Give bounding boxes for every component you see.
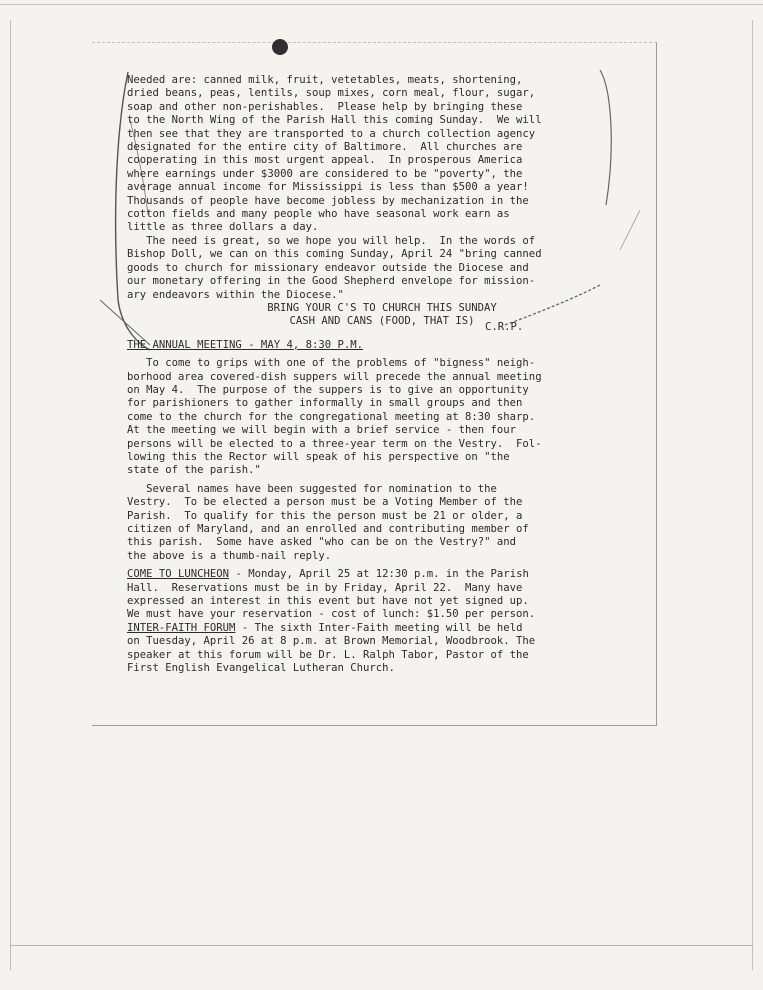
- text-line: little as three dollars a day.: [127, 221, 319, 234]
- text-line: The need is great, so we hope you will help. In the words of: [127, 234, 536, 247]
- text-line: to the North Wing of the Parish Hall this coming Sunday. We will: [127, 114, 542, 127]
- text-line: At the meeting we will begin with a brief service - then four: [127, 424, 517, 437]
- luncheon-line-4: We must have your reservation - cost of lunch: $1.50 per person.: [127, 608, 536, 621]
- luncheon-line-2: Hall. Reservations must be in by Friday, April 22. Many have: [127, 581, 523, 594]
- forum-line-3: speaker at this forum will be Dr. L. Ralph Tabor, Pastor of the: [127, 648, 529, 661]
- text-line: goods to church for missionary endeavor outside the Diocese and: [127, 261, 529, 274]
- text-line: this parish. Some have asked "who can be on the Vestry?" and: [127, 536, 517, 549]
- text-line: for parishioners to gather informally in small groups and then: [127, 397, 523, 410]
- text-line: come to the church for the congregational meeting at 8:30 sharp.: [127, 410, 536, 423]
- text-line: designated for the entire city of Baltimore. All churches are: [127, 141, 523, 154]
- text-line: Thousands of people have become jobless by mechanization in the: [127, 194, 529, 207]
- vestry-paragraph: [127, 483, 607, 563]
- page-bottom-edge: [10, 945, 753, 946]
- text-line: persons will be elected to a three-year term on the Vestry. Fol-: [127, 437, 542, 450]
- signature-initials: C.R.P.: [485, 321, 524, 333]
- bishop-quote-paragraph: [127, 235, 607, 302]
- text-line: citizen of Maryland, and an enrolled and contributing member of: [127, 523, 529, 535]
- text-line: Vestry. To be elected a person must be a Voting Member of the: [127, 496, 523, 509]
- text-line: Parish. To qualify for this the person must be 21 or older, a: [127, 509, 523, 522]
- text-line: the above is a thumb-nail reply.: [127, 549, 332, 562]
- page-right-edge: [752, 20, 753, 970]
- forum-line-1: - The sixth Inter-Faith meeting will be held: [235, 621, 523, 634]
- slogan-line-2: CASH AND CANS (FOOD, THAT IS): [289, 315, 475, 328]
- text-line: state of the parish.": [127, 464, 261, 477]
- text-line: cooperating in this most urgent appeal. In prosperous America: [127, 154, 523, 167]
- luncheon-line-1: - Monday, April 25 at 12:30 p.m. in the Parish: [229, 568, 529, 581]
- page-top-edge: [0, 4, 763, 5]
- forum-heading: INTER-FAITH FORUM: [127, 621, 236, 634]
- text-line: cotton fields and many people who have seasonal work earn as: [127, 208, 510, 221]
- text-line: lowing this the Rector will speak of his perspective on "the: [127, 450, 510, 463]
- text-line: Several names have been suggested for nomination to the: [127, 482, 497, 495]
- text-line: borhood area covered-dish suppers will precede the annual meeting: [127, 370, 542, 383]
- slogan-block: [157, 302, 607, 329]
- annual-meeting-paragraph: [127, 357, 607, 478]
- text-line: dried beans, peas, lentils, soup mixes, corn meal, flour, sugar,: [127, 87, 536, 100]
- text-line: soap and other non-perishables. Please help by bringing these: [127, 100, 523, 113]
- forum-line-4: First English Evangelical Lutheran Church.: [127, 662, 395, 675]
- text-line: average annual income for Mississippi is less than $500 a year!: [127, 181, 529, 194]
- text-line: ary endeavors within the Diocese.": [127, 288, 344, 301]
- luncheon-heading: COME TO LUNCHEON: [127, 568, 230, 581]
- text-line: our monetary offering in the Good Shepherd envelope for mission-: [127, 275, 536, 288]
- page-left-edge: [10, 20, 11, 970]
- food-drive-paragraph: [127, 74, 607, 235]
- luncheon-section: [127, 568, 607, 622]
- slogan-line-1: BRING YOUR C'S TO CHURCH THIS SUNDAY: [267, 301, 497, 314]
- forum-section: [127, 622, 607, 676]
- annual-meeting-heading: THE ANNUAL MEETING - MAY 4, 8:30 P.M.: [127, 338, 363, 351]
- text-line: To come to grips with one of the problems of "bigness" neigh-: [127, 357, 536, 370]
- text-line: Needed are: canned milk, fruit, vetetables, meats, shortening,: [127, 74, 523, 86]
- forum-line-2: on Tuesday, April 26 at 8 p.m. at Brown Memorial, Woodbrook. The: [127, 635, 536, 648]
- newsletter-body: [127, 74, 607, 675]
- text-line: Bishop Doll, we can on this coming Sunday, April 24 "bring canned: [127, 248, 542, 261]
- luncheon-line-3: expressed an interest in this event but have not yet signed up.: [127, 595, 529, 608]
- text-line: then see that they are transported to a church collection agency: [127, 127, 536, 140]
- text-line: where earnings under $3000 are considered to be "poverty", the: [127, 167, 523, 180]
- text-line: on May 4. The purpose of the suppers is to give an opportunity: [127, 383, 529, 396]
